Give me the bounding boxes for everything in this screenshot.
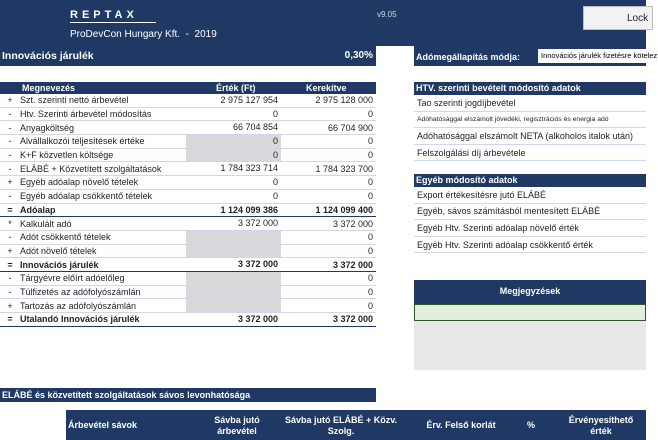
- notes-area[interactable]: [414, 321, 646, 370]
- row-label: K+F közvetlen költsége: [20, 150, 114, 161]
- row-sign: -: [8, 286, 12, 297]
- row-sign: +: [7, 300, 13, 311]
- band-col-limit: Érv. Felső korlát: [426, 420, 496, 430]
- row-sign: -: [8, 150, 12, 161]
- version-label: v9.05: [377, 10, 397, 19]
- other-item-label: Egyéb Htv. Szerinti adóalap csökkentő érték: [417, 239, 593, 250]
- other-item[interactable]: [414, 220, 646, 237]
- row-value: 3 372 000: [237, 218, 278, 229]
- row-rounded: 3 372 000: [332, 314, 373, 325]
- assessment-mode-label: Adómegállapítás módja:: [416, 52, 521, 62]
- htv-section-title: HTV. szerinti bevételt módosító adatok: [414, 82, 646, 95]
- row-label: Túlfizetés az adófolyószámlán: [20, 286, 141, 297]
- row-sign: -: [8, 109, 12, 120]
- other-item[interactable]: [414, 237, 646, 254]
- lock-button[interactable]: Lock: [583, 6, 653, 30]
- table-row: [0, 258, 376, 272]
- row-value: 1 784 323 714: [220, 163, 278, 174]
- row-rounded: 0: [367, 245, 373, 256]
- band-col-revenue: Sávba jutó árbevétel: [214, 415, 260, 436]
- row-sign: =: [7, 314, 13, 325]
- row-value: 2 975 127 954: [220, 95, 278, 105]
- row-rounded: 1 124 099 400: [315, 204, 373, 215]
- row-label: Htv. Szerinti árbevétel módosítás: [20, 109, 152, 120]
- table-row: [0, 313, 376, 327]
- row-rounded: 1 784 323 700: [315, 163, 373, 174]
- table-row: [0, 108, 376, 122]
- row-label: Alvállalkozói teljesítések értéke: [20, 136, 145, 147]
- row-rounded: 0: [367, 300, 373, 311]
- row-value[interactable]: [186, 245, 281, 258]
- row-rounded: 0: [367, 109, 373, 120]
- row-label: Tárgyévre előírt adóelőleg: [20, 273, 125, 284]
- htv-section: [414, 82, 646, 161]
- innovation-title-bar: [0, 46, 376, 66]
- row-value[interactable]: [186, 299, 281, 312]
- htv-item-label: Felszolgálási díj árbevétele: [417, 147, 526, 158]
- htv-item[interactable]: [414, 128, 646, 145]
- table-row: [0, 217, 376, 231]
- company-info: [70, 29, 217, 40]
- row-value: 66 704 854: [232, 122, 278, 133]
- header-rounded: Kerekítve: [306, 83, 347, 93]
- header-value: Érték (Ft): [216, 83, 256, 93]
- row-sign: -: [8, 122, 12, 133]
- table-row: [0, 176, 376, 190]
- row-label: Adót csökkentő tételek: [20, 232, 111, 243]
- assessment-mode-select[interactable]: Innovációs járulék fizetésre kötelez: [538, 49, 658, 63]
- band-col-valid: Érvényesíthető érték: [568, 415, 634, 436]
- row-label: Adóalap: [20, 204, 56, 215]
- row-value: 3 372 000: [237, 259, 278, 270]
- row-rounded: 0: [367, 273, 373, 284]
- row-rounded: 0: [367, 232, 373, 243]
- htv-item[interactable]: [414, 112, 646, 129]
- other-item-label: Egyéb, sávos számításból mentesített ELÁBÉ: [417, 206, 601, 217]
- htv-item[interactable]: [414, 145, 646, 162]
- row-label: Innovációs járulék: [20, 259, 99, 270]
- row-label: Tartozás az adófolyószámlán: [20, 300, 137, 311]
- innovation-title: Innovációs járulék: [2, 50, 94, 62]
- band-section-title: ELÁBÉ és közvetített szolgáltatások sávos levonhatósága: [0, 388, 376, 402]
- table-row: [0, 245, 376, 259]
- row-rounded: 0: [367, 150, 373, 161]
- other-item-label: Export értékesítésre jutó ELÁBÉ: [417, 189, 547, 200]
- row-rounded: 3 372 000: [332, 218, 373, 229]
- innovation-rate: 0,30%: [344, 50, 373, 61]
- row-value: 3 372 000: [237, 314, 278, 324]
- row-sign: -: [8, 191, 12, 202]
- row-value: 0: [272, 108, 278, 119]
- row-value[interactable]: 0: [186, 149, 281, 162]
- row-value: 1 124 099 386: [220, 204, 278, 215]
- row-rounded: 2 975 128 000: [315, 95, 373, 106]
- htv-item[interactable]: [414, 95, 646, 112]
- table-row: [0, 299, 376, 313]
- row-label: Egyéb adóalap növelő tételek: [20, 177, 139, 188]
- row-sign: -: [8, 136, 12, 147]
- row-rounded: 66 704 900: [327, 122, 373, 133]
- table-row: [0, 286, 376, 300]
- other-item[interactable]: [414, 187, 646, 204]
- row-value[interactable]: [186, 286, 281, 299]
- table-row: [0, 121, 376, 135]
- table-row: [0, 272, 376, 286]
- row-sign: +: [7, 245, 13, 256]
- row-sign: -: [8, 232, 12, 243]
- row-sign: *: [8, 218, 12, 229]
- table-row: [0, 149, 376, 163]
- notes-input[interactable]: [414, 304, 646, 321]
- htv-item-label: Tao szerinti jogdíjbevétel: [417, 97, 516, 108]
- htv-item-label: Adóhatósággal elszámolt NETA (alkoholos italok után): [417, 130, 633, 141]
- row-rounded: 3 372 000: [332, 259, 373, 270]
- main-table-rows: [0, 94, 376, 327]
- row-label: ELÁBÉ + Közvetített szolgáltatások: [20, 163, 162, 174]
- row-sign: +: [7, 95, 13, 106]
- table-row: [0, 135, 376, 149]
- header-name: Megnevezés: [22, 83, 76, 93]
- row-rounded: 0: [367, 191, 373, 202]
- row-value: 0: [272, 190, 278, 201]
- row-rounded: 0: [367, 136, 373, 147]
- row-sign: =: [7, 204, 13, 215]
- table-row: [0, 94, 376, 108]
- row-rounded: 0: [367, 177, 373, 188]
- row-value[interactable]: [186, 272, 281, 285]
- brand-title: REPTAX: [70, 9, 138, 21]
- row-sign: -: [8, 273, 12, 284]
- company-year: 2019: [194, 29, 217, 40]
- htv-item-label: Adóhatósággal elszámolt jövedéki, regisztrációs és energia adó: [417, 115, 609, 123]
- other-section-title: Egyéb módosító adatok: [414, 174, 646, 187]
- table-row: [0, 162, 376, 176]
- row-value[interactable]: 0: [186, 135, 281, 148]
- other-item-label: Egyéb Htv. Szerinti adóalap növelő érték: [417, 222, 579, 233]
- company-separator: -: [185, 29, 189, 40]
- row-label: Szt. szerinti nettó árbevétel: [20, 95, 129, 106]
- notes-title: Megjegyzések: [414, 280, 646, 304]
- table-row: [0, 190, 376, 204]
- other-section: [414, 174, 646, 253]
- other-item[interactable]: [414, 204, 646, 221]
- band-table-header: [66, 410, 646, 440]
- table-row: [0, 204, 376, 218]
- row-label: Kalkulált adó: [20, 218, 72, 229]
- row-label: Utalandó Innovációs járulék: [20, 314, 140, 325]
- main-table-header: [0, 82, 376, 94]
- row-label: Egyéb adóalap csökkentő tételek: [20, 191, 153, 202]
- row-value[interactable]: [186, 231, 281, 244]
- row-sign: =: [7, 259, 13, 270]
- row-value: 0: [272, 177, 278, 188]
- main-table: [0, 82, 376, 327]
- band-col-range: Árbevétel sávok: [68, 420, 138, 430]
- band-col-elabe: Sávba jutó ELÁBÉ + Közv. Szolg.: [284, 415, 398, 436]
- row-rounded: 0: [367, 286, 373, 297]
- company-name: ProDevCon Hungary Kft.: [70, 29, 181, 40]
- row-label: Anyagköltség: [20, 122, 75, 133]
- band-col-percent: %: [526, 420, 535, 430]
- row-sign: +: [7, 177, 13, 188]
- brand-underline: [70, 22, 156, 23]
- row-sign: -: [8, 163, 12, 174]
- table-row: [0, 231, 376, 245]
- row-label: Adót növelő tételek: [20, 245, 97, 256]
